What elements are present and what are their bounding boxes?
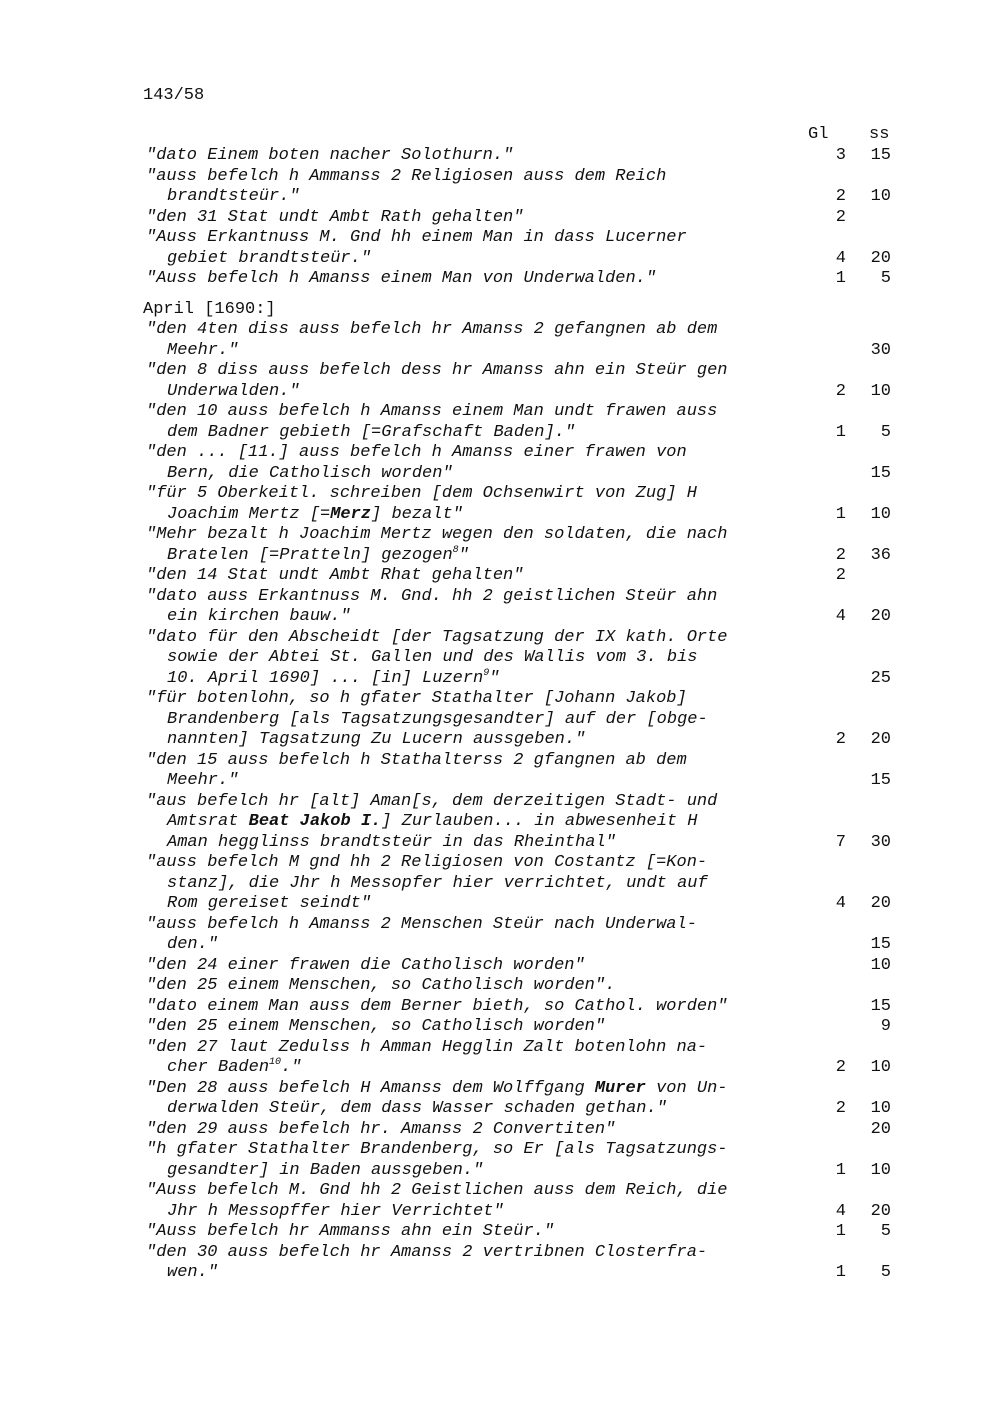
entry-text: "den 24 einer frawen die Catholisch worden" xyxy=(146,955,585,975)
month-heading xyxy=(143,299,906,321)
entry-text: "den 25 einem Menschen, so Catholisch worden". xyxy=(146,976,616,995)
amount-gulden: 2 xyxy=(835,566,846,585)
amount-schilling: 10 xyxy=(870,955,891,975)
amount-gulden: 1 xyxy=(835,504,846,524)
account-entries xyxy=(143,146,906,1284)
entry-text: sowie der Abtei St. Gallen und des Wallis vom 3. bis xyxy=(167,648,698,667)
entry-text: 10. April 1690] ... [in] Luzern$^9$" xyxy=(167,667,500,688)
amount-schilling: 30 xyxy=(870,340,891,360)
entry-text: gebiet brandtsteür." xyxy=(167,248,372,268)
entry-line xyxy=(146,751,906,772)
entry-text: "den 4ten diss auss befelch hr Amanss 2 gefangnen ab dem xyxy=(146,320,718,339)
entry-text: stanz], die Jhr h Messopfer hier verrichtet, undt auf xyxy=(167,873,708,893)
entry-line xyxy=(146,382,906,403)
entry-text: "den 8 diss auss befelch dess hr Amanss ahn ein Steür gen xyxy=(146,361,728,380)
entry-text: Aman hegglinss brandtsteür in das Rheinthal" xyxy=(167,832,616,852)
amount-gulden: 1 xyxy=(835,269,846,288)
entry-line xyxy=(146,792,906,813)
amount-gulden: 4 xyxy=(835,894,846,913)
column-header-gl: Gl xyxy=(808,125,829,144)
entry-line xyxy=(146,771,906,792)
entry-text: "aus befelch hr [alt] Aman[s, dem derzeitigen Stadt- und xyxy=(146,791,718,811)
amount-gulden: 2 xyxy=(835,730,846,749)
entry-line xyxy=(146,730,906,751)
amount-schilling: 9 xyxy=(880,1017,891,1036)
entry-line xyxy=(146,648,906,669)
entry-text: "für 5 Oberkeitl. schreiben [dem Ochsenwirt von Zug] H xyxy=(146,484,697,503)
entry-text: "den 25 einem Menschen, so Catholisch worden" xyxy=(146,1017,606,1036)
entry-text: "dato auss Erkantnuss M. Gnd. hh 2 geistlichen Steür ahn xyxy=(146,586,718,606)
amount-gulden: 2 xyxy=(835,381,846,401)
entry-line xyxy=(146,505,906,526)
amount-gulden: 7 xyxy=(835,832,846,852)
entry-line xyxy=(146,607,906,628)
entry-line xyxy=(146,689,906,710)
amount-gulden: 2 xyxy=(835,1058,846,1077)
entry-line xyxy=(146,1120,906,1141)
entry-line xyxy=(146,976,906,997)
entry-line xyxy=(146,1222,906,1243)
entry-line xyxy=(146,249,906,270)
entry-text: "den 10 auss befelch h Amanss einem Man undt frawen auss xyxy=(146,402,718,421)
amount-schilling: 10 xyxy=(870,1099,891,1118)
entry-line xyxy=(146,228,906,249)
entry-line xyxy=(146,1161,906,1182)
amount-schilling: 5 xyxy=(880,1263,891,1282)
entry-line xyxy=(146,1202,906,1223)
entry-line xyxy=(146,167,906,188)
entry-line xyxy=(146,915,906,936)
entry-text: "Auss befelch M. Gnd hh 2 Geistlichen auss dem Reich, die xyxy=(146,1181,728,1200)
entry-text: "dato für den Abscheidt [der Tagsatzung der IX kath. Orte xyxy=(146,627,728,647)
entry-text: "Auss befelch h Amanss einem Man von Underwalden." xyxy=(146,269,657,288)
amount-gulden: 3 xyxy=(835,146,846,165)
entry-line xyxy=(146,894,906,915)
amount-schilling: 15 xyxy=(870,935,891,954)
entry-text: "den 29 auss befelch hr. Amanss 2 Convertiten" xyxy=(146,1119,616,1139)
entry-text: Rom gereiset seindt" xyxy=(167,894,372,913)
entry-line xyxy=(146,1038,906,1059)
amount-schilling: 10 xyxy=(870,1058,891,1077)
entry-text: "den 30 auss befelch hr Amanss 2 vertribnen Closterfra- xyxy=(146,1242,708,1262)
entry-text: Bern, die Catholisch worden" xyxy=(167,463,453,483)
entry-text: brandtsteür." xyxy=(167,187,300,206)
entry-line xyxy=(146,1140,906,1161)
amount-schilling: 10 xyxy=(870,504,891,524)
entry-line xyxy=(146,443,906,464)
entry-text: "Auss Erkantnuss M. Gnd hh einem Man in dass Lucerner xyxy=(146,228,687,247)
entry-text: cher Baden$^{10}$." xyxy=(167,1057,302,1077)
entry-line xyxy=(146,833,906,854)
entry-text: Underwalden." xyxy=(167,381,300,401)
amount-schilling: 5 xyxy=(880,269,891,288)
amount-schilling: 20 xyxy=(870,1201,891,1221)
entry-text: gesandter] in Baden aussgeben." xyxy=(167,1160,484,1180)
entry-line xyxy=(146,1017,906,1038)
entry-line xyxy=(146,187,906,208)
entry-line xyxy=(146,935,906,956)
amount-schilling: 10 xyxy=(870,1160,891,1180)
entry-text: "dato einem Man auss dem Berner bieth, so Cathol. worden" xyxy=(146,996,728,1016)
entry-text: "den 27 laut Zedulss h Amman Hegglin Zalt botenlohn na- xyxy=(146,1037,708,1057)
entry-line xyxy=(146,1058,906,1079)
entry-text: "auss befelch h Amanss 2 Menschen Steür nach Underwal- xyxy=(146,914,697,934)
entry-text: "den 31 Stat undt Ambt Rath gehalten" xyxy=(146,207,524,227)
amount-schilling: 36 xyxy=(870,545,891,565)
month-heading-text: April [1690:] xyxy=(143,299,276,319)
amount-schilling: 5 xyxy=(880,1222,891,1241)
amount-schilling: 20 xyxy=(870,248,891,268)
entry-text: "für botenlohn, so h gfater Stathalter [Johann Jakob] xyxy=(146,689,687,708)
entry-line xyxy=(146,1079,906,1100)
entry-text: "Mehr bezalt h Joachim Mertz wegen den soldaten, die nach xyxy=(146,525,728,544)
entry-text: "auss befelch h Ammanss 2 Religiosen auss dem Reich xyxy=(146,166,667,186)
entry-text: nannten] Tagsatzung Zu Lucern aussgeben." xyxy=(167,730,586,749)
entry-text: Meehr." xyxy=(167,340,239,360)
entry-line xyxy=(146,341,906,362)
entry-line xyxy=(146,997,906,1018)
entry-line xyxy=(146,402,906,423)
amount-gulden: 2 xyxy=(835,207,846,227)
entry-line xyxy=(146,1099,906,1120)
entry-line xyxy=(146,566,906,587)
amount-gulden: 4 xyxy=(835,607,846,626)
amount-schilling: 20 xyxy=(870,894,891,913)
amount-schilling: 10 xyxy=(870,381,891,401)
entry-text: Bratelen [=Pratteln] gezogen$^8$" xyxy=(167,544,469,565)
entry-text: Jhr h Messopffer hier Verrichtet" xyxy=(167,1201,504,1221)
amount-schilling: 30 xyxy=(870,832,891,852)
amount-schilling: 15 xyxy=(870,146,891,165)
entry-text: "dato Einem boten nacher Solothurn." xyxy=(146,146,514,165)
entry-line xyxy=(146,812,906,833)
amount-gulden: 1 xyxy=(835,422,846,442)
entry-text: den." xyxy=(167,935,219,954)
entry-text: "auss befelch M gnd hh 2 Religiosen von Costantz [=Kon- xyxy=(146,853,708,872)
amount-gulden: 4 xyxy=(835,248,846,268)
amount-schilling: 15 xyxy=(870,463,891,483)
entry-text: "Den 28 auss befelch H Amanss dem Wolffgang Murer von Un- xyxy=(146,1078,728,1098)
amount-gulden: 2 xyxy=(835,545,846,565)
entry-line xyxy=(146,269,906,290)
entry-line xyxy=(146,146,906,167)
entry-text: ein kirchen bauw." xyxy=(167,607,351,626)
entry-text: Amtsrat Beat Jakob I.] Zurlauben... in abwesenheit H xyxy=(167,812,698,831)
amount-schilling: 5 xyxy=(880,422,891,442)
entry-text: "Auss befelch hr Ammanss ahn ein Steür." xyxy=(146,1222,555,1241)
entry-line xyxy=(146,423,906,444)
amount-schilling: 20 xyxy=(870,1119,891,1139)
amount-gulden: 1 xyxy=(835,1160,846,1180)
amount-gulden: 2 xyxy=(835,1099,846,1118)
entry-text: wen." xyxy=(167,1263,219,1282)
entry-line xyxy=(146,956,906,977)
entry-line xyxy=(146,1263,906,1284)
column-header-ss: ss xyxy=(869,125,890,144)
entry-line xyxy=(146,546,906,567)
amount-schilling: 10 xyxy=(870,187,891,206)
entry-line xyxy=(146,710,906,731)
entry-line xyxy=(146,1243,906,1264)
entry-line xyxy=(146,208,906,229)
entry-line xyxy=(146,853,906,874)
amount-schilling: 25 xyxy=(870,668,891,688)
entry-text: Brandenberg [als Tagsatzungsgesandter] auf der [obge- xyxy=(167,709,708,729)
entry-text: "den ... [11.] auss befelch h Amanss einer frawen von xyxy=(146,443,687,462)
entry-line xyxy=(146,628,906,649)
amount-gulden: 2 xyxy=(835,187,846,206)
entry-text: dem Badner gebieth [=Grafschaft Baden]." xyxy=(167,422,576,442)
amount-schilling: 20 xyxy=(870,607,891,626)
entry-text: Joachim Mertz [=Merz] bezalt" xyxy=(167,504,463,524)
amount-gulden: 4 xyxy=(835,1201,846,1221)
entry-line xyxy=(146,484,906,505)
entry-text: "den 15 auss befelch h Stathalterss 2 gfangnen ab dem xyxy=(146,750,687,770)
entry-line xyxy=(146,525,906,546)
entry-line xyxy=(146,1181,906,1202)
amount-schilling: 15 xyxy=(870,771,891,790)
entry-line xyxy=(146,464,906,485)
entry-line xyxy=(146,320,906,341)
entry-text: derwalden Steür, dem dass Wasser schaden gethan." xyxy=(167,1099,667,1118)
amount-schilling: 20 xyxy=(870,730,891,749)
entry-line xyxy=(146,874,906,895)
amount-gulden: 1 xyxy=(835,1263,846,1282)
amount-gulden: 1 xyxy=(835,1222,846,1241)
entry-line xyxy=(146,669,906,690)
entry-text: "den 14 Stat undt Ambt Rhat gehalten" xyxy=(146,566,524,585)
page-reference: 143/58 xyxy=(143,86,205,105)
entry-line xyxy=(146,361,906,382)
amount-schilling: 15 xyxy=(870,996,891,1016)
entry-line xyxy=(146,587,906,608)
entry-text: "h gfater Stathalter Brandenberg, so Er [als Tagsatzungs- xyxy=(146,1140,728,1159)
entry-text: Meehr." xyxy=(167,771,239,790)
